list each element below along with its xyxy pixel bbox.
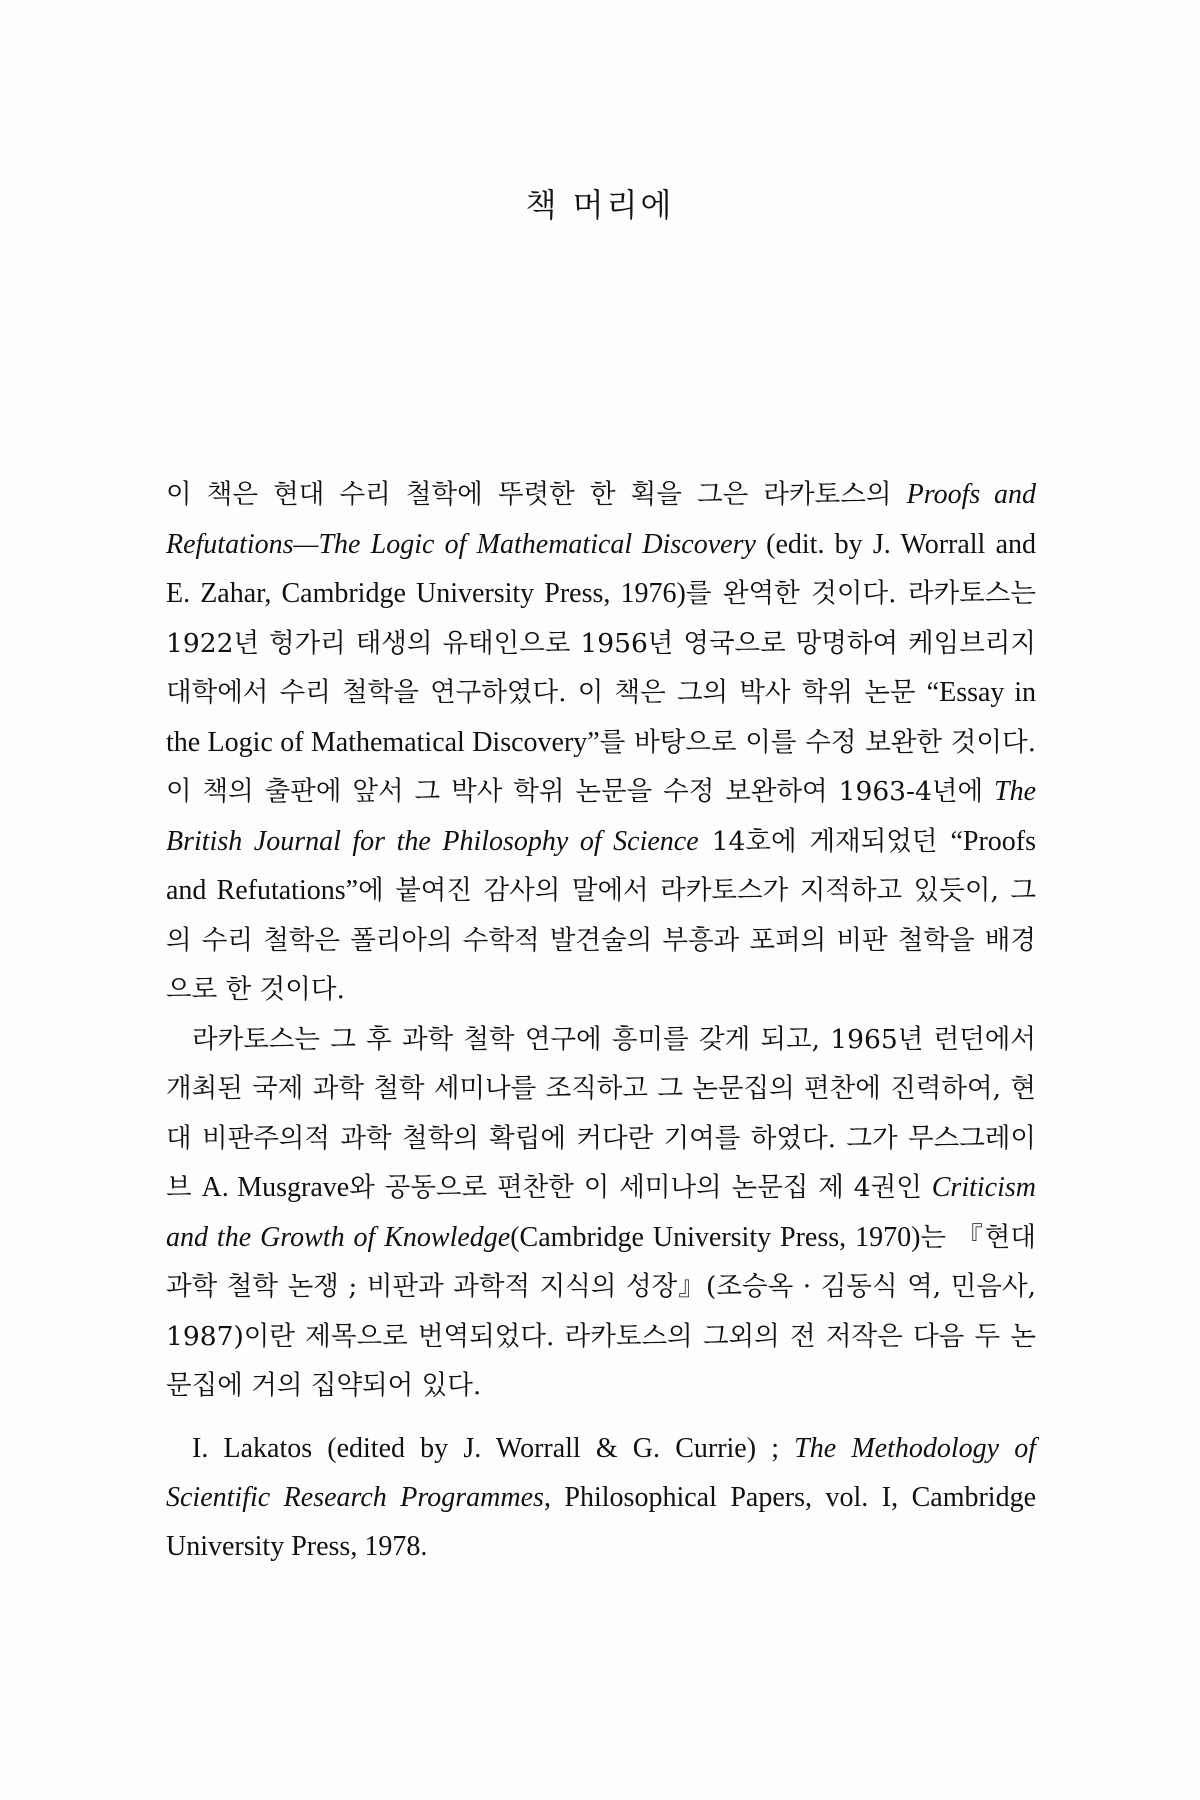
text-segment: 를 완역한 것이다. 라카토스는 1922년 헝가리 태생의 유태인으로 1956년 영국으로 망명하여 케임브리지 대학에서 수리 철학을 연구하였다. 이 책은 그의 박사 학위 논문 (166, 578, 1037, 708)
text-segment: 이 책은 현대 수리 철학에 뚜렷한 한 획을 그은 라카토스의 (166, 479, 907, 510)
paragraph-2 (166, 1015, 1036, 1411)
text-segment: 에 붙여진 감사의 말에서 라카토스가 지적하고 있듯이, 그의 수리 철학은 폴리아의 수학적 발견술의 부흥과 포퍼의 비판 철학을 배경으로 한 것이다. (166, 875, 1036, 1005)
paragraph-1 (166, 470, 1036, 1015)
text-segment: 라카토스는 그 후 과학 철학 연구에 흥미를 갖게 되고, 1965년 런던에서 개최된 국제 과학 철학 세미나를 조직하고 그 논문집의 편찬에 진력하여, 현대 비판주의적 과학 철학의 확립에 커다란 기여를 하였다. 그가 무스그레이브 (166, 1023, 1036, 1203)
reference-publication: , Philosophical Papers, vol. I, Cambridge University Press, 1978. (166, 1482, 1037, 1562)
text-segment: 와 공동으로 편찬한 이 세미나의 논문집 제 4권인 (349, 1172, 932, 1203)
text-segment: 는 『현대 과학 철학 논쟁 ; 비판과 과학적 지식의 성장』(조승옥 · 김동식 역, 민음사, 1987)이란 제목으로 번역되었다. 라카토스의 그외의 전 저작은 다음 두 논문집에 거의 집약되어 있다. (166, 1221, 1037, 1401)
text-segment-latin: “Essay in the Logic of Mathematical Discovery” (166, 677, 1037, 758)
reference-item (166, 1424, 1036, 1571)
bibliography-entry (166, 1424, 1036, 1571)
text-segment-latin: (edit. by J. Worrall and E. Zahar, Cambridge University Press, 1976) (166, 528, 1036, 609)
book-title-italic: Criticism and the Growth of Knowledge (166, 1172, 1036, 1253)
reference-authors: I. Lakatos (edited by J. Worrall & G. Currie) ; (192, 1433, 795, 1464)
preface-body (166, 470, 1036, 1411)
text-segment-latin: (Cambridge University Press, 1970) (510, 1221, 921, 1253)
text-segment: 를 바탕으로 이를 수정 보완한 것이다. 이 책의 출판에 앞서 그 박사 학위 논문을 수정 보완하여 1963-4년에 (166, 726, 1037, 807)
text-segment-latin: “Proofs and Refutations” (166, 825, 1036, 906)
page-title: 책 머리에 (525, 186, 675, 224)
book-title-italic: Proofs and Refutations—The Logic of Mathematical Discovery (166, 479, 1037, 560)
journal-title-italic: The British Journal for the Philosophy of Science (166, 776, 1036, 857)
reference-title-italic: The Methodology of Scientific Research Programmes (166, 1433, 1036, 1513)
text-segment-latin: A. Musgrave (201, 1172, 350, 1203)
text-segment: 14호에 게재되었던 (698, 825, 951, 857)
